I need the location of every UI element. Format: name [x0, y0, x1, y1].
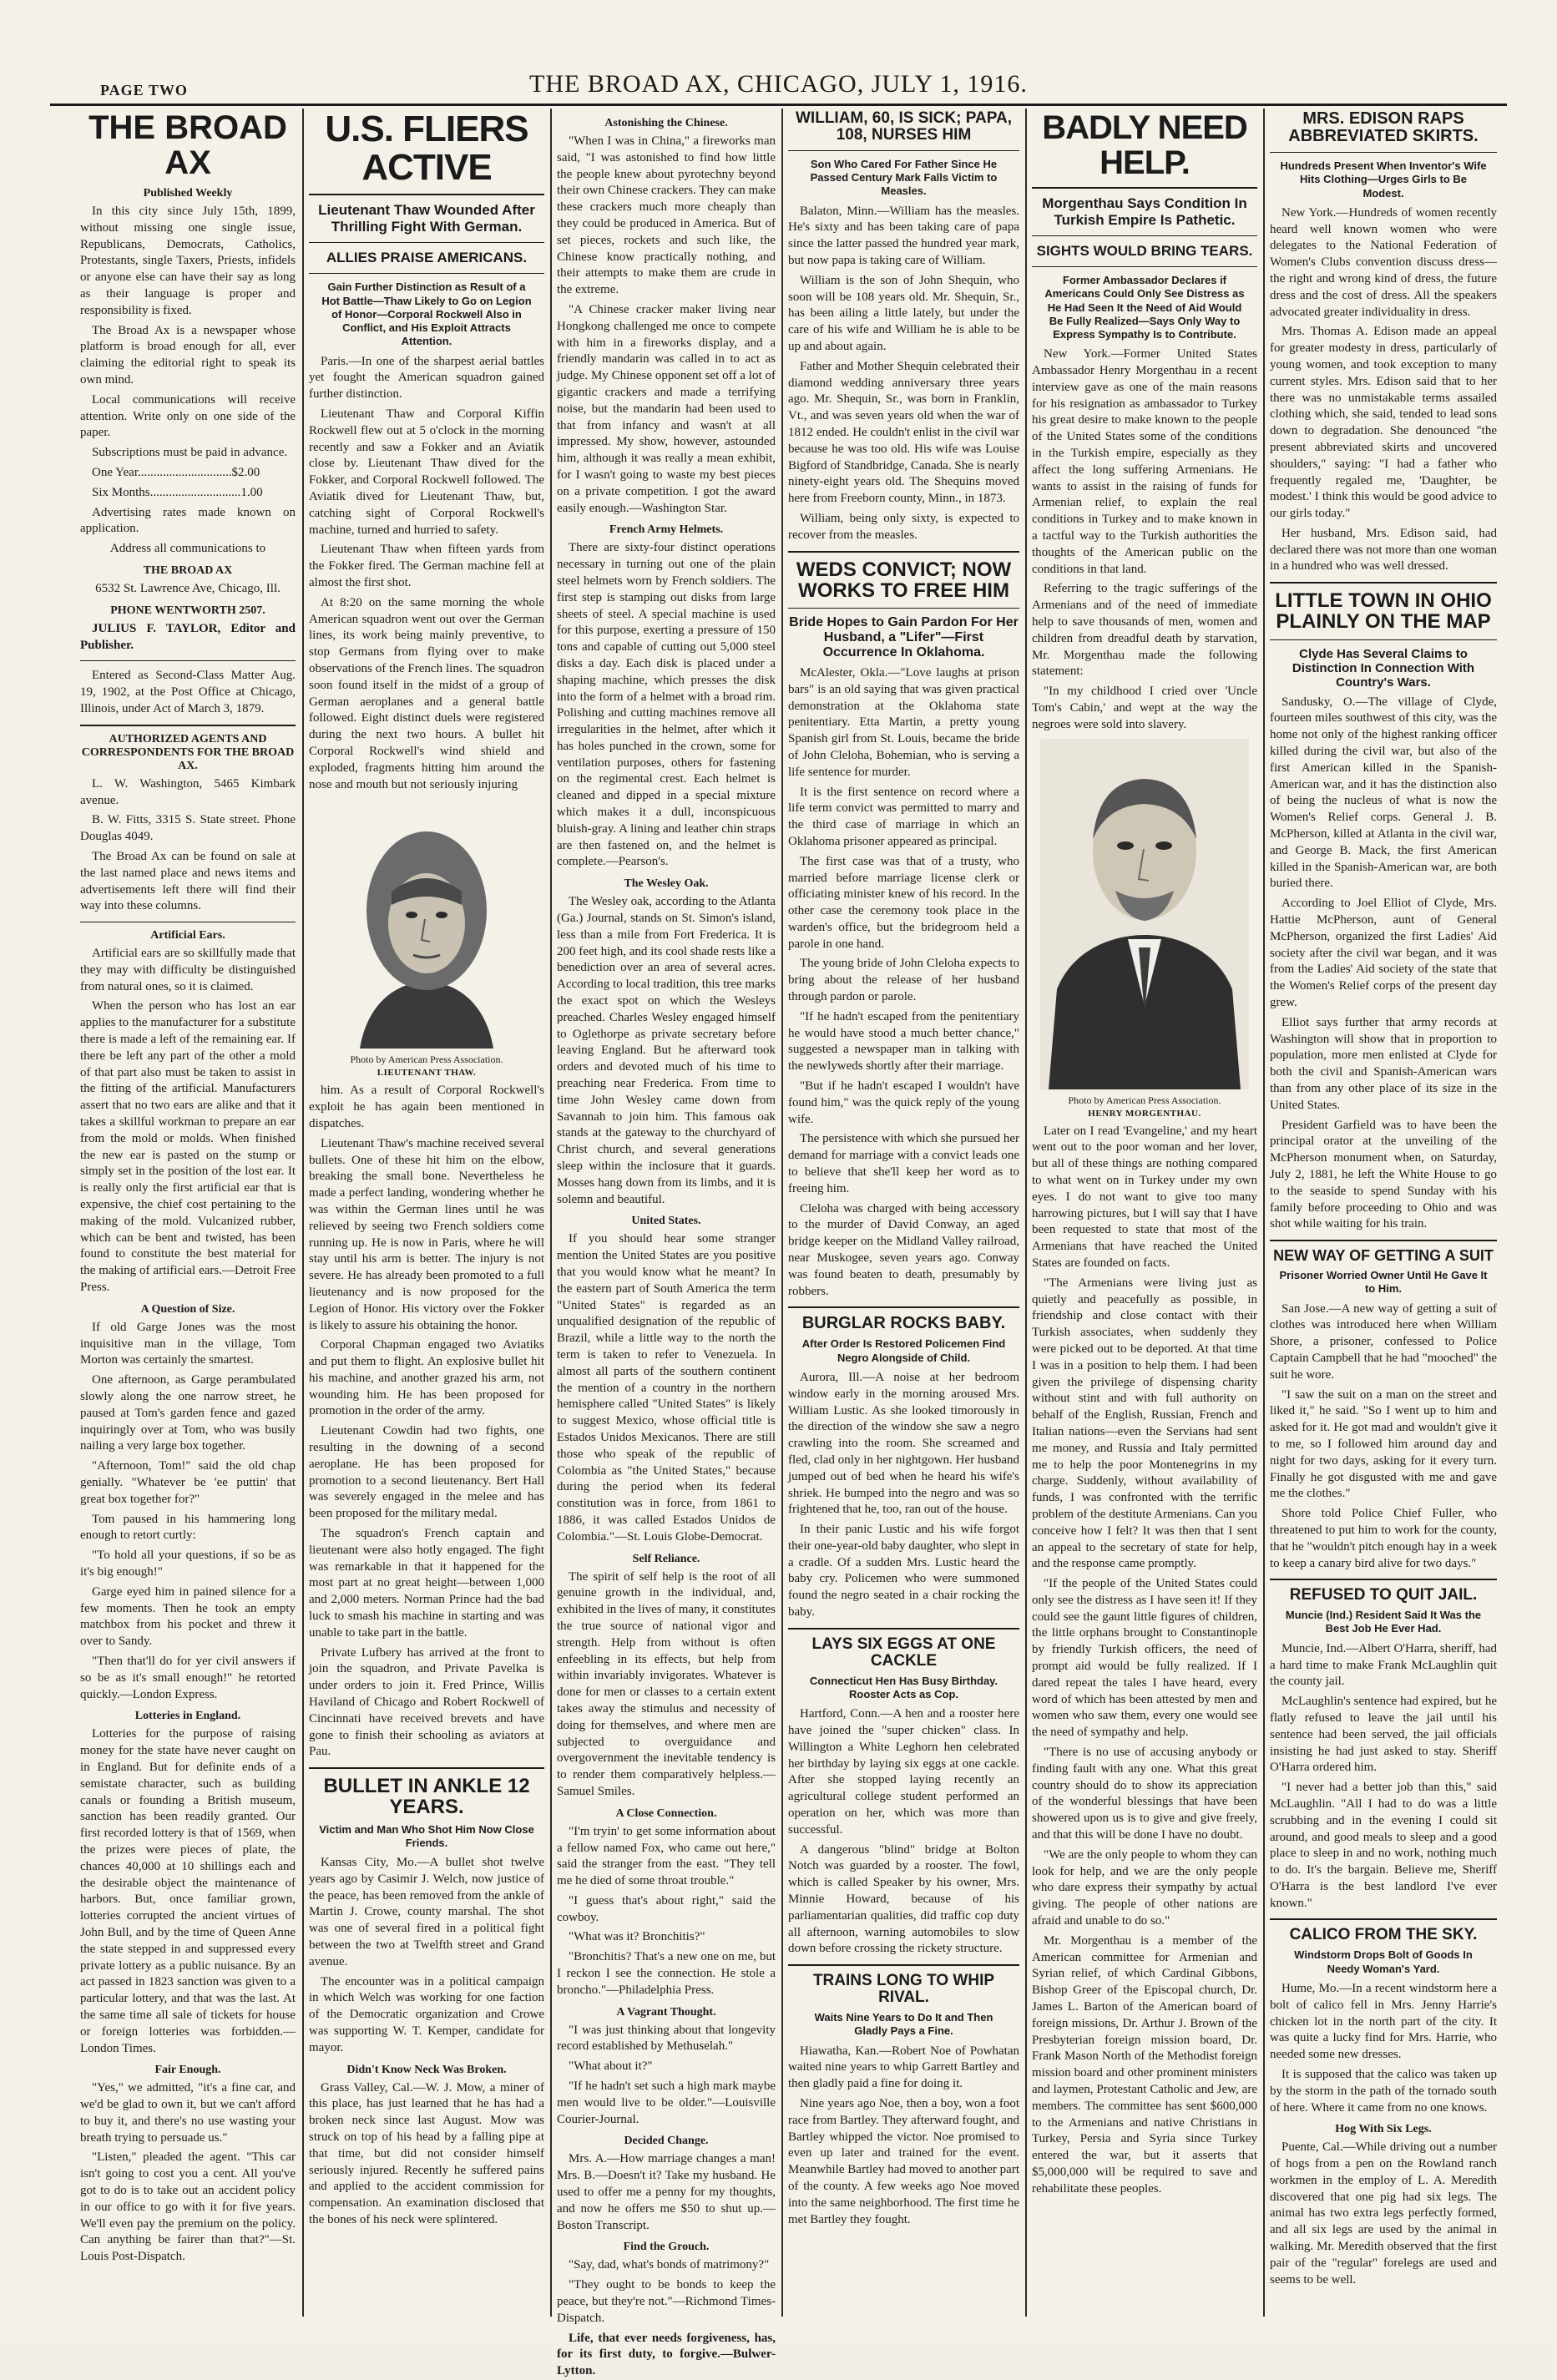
headline: MRS. EDISON RAPS ABBREVIATED SKIRTS.	[1288, 109, 1479, 145]
deck: Victim and Man Who Shot Him Now Close Friends.	[319, 1822, 534, 1849]
paragraph: Lotteries for the purpose of raising money for the state have never caught on in England. But for definite ends of a semistate character, such as building canals or founding a British museum, sanction has been readily granted. Our first recorded lottery is that of 1569, when the prizes were pieces of plate, the chances 40,000 at 10 shillings each and the desirable object the maintenance of harbors. But, once familiar grown, lotteries corrupted the ancient virtues of John Bull, and by the time of Queen Anne the state stepped in and suppressed every private lottery as a public nuisance. By an act passed in 1823 sanction was given to a particular lottery, and that was the last. At the same time all sale of tickets for house or foreign lotteries was forbidden.—London Times.	[80, 1727, 296, 2055]
deck: Morgenthau Says Condition In Turkish Empire Is Pathetic.	[1042, 195, 1247, 228]
paragraph: It is supposed that the calico was taken up by the storm in the path of the tornado south of here. Where it came from no one knows.	[1270, 2067, 1497, 2115]
paragraph: Puente, Cal.—While driving out a number of hogs from a pen on the Rowland ranch workmen in the employ of L. A. Meredith discovered that one pig had six legs. The animal has two extra legs perfectly formed, and all six legs are used by the animal in walking. Mr. Meredith observed that the first pair of the "regular" forelegs are used and seems to be well.	[1270, 2140, 1497, 2287]
column-rule	[1263, 109, 1265, 2317]
paragraph: The encounter was in a political campaign in which Welch was working for one faction of the Democratic organization and Crowe was supporting W. T. Kemper, candidate for mayor.	[309, 1974, 544, 2054]
advertising-note: Advertising rates made known on application.	[80, 505, 296, 536]
paragraph: "In my childhood I cried over 'Uncle Tom's Cabin,' and wept at the way the negroes were sold into slavery.	[1032, 685, 1257, 731]
paragraph: Artificial ears are so skillfully made that they may with difficulty be distinguished from natural ones, so it is claimed.	[80, 947, 296, 993]
headline: NEW WAY OF GETTING A SUIT	[1273, 1247, 1494, 1265]
article-title: French Army Helmets.	[609, 523, 724, 537]
divider	[1270, 152, 1497, 153]
paragraph: The persistence with which she pursued her demand for marriage with a convict leads one to believe that she'll keep her word as to freeing him.	[788, 1132, 1019, 1195]
paragraph: "Afternoon, Tom!" said the old chap genially. "Whatever be 'ee puttin' that great box together for?"	[80, 1459, 296, 1506]
paragraph: Hume, Mo.—In a recent windstorm here a bolt of calico fell in Mrs. Jenny Harrie's chicken lot in the north part of the city. It was quite a lucky find for Mrs. Harrie, who needed some new dresses.	[1270, 1981, 1497, 2062]
paragraph: Lieutenant Thaw when fifteen yards from the Fokker fired. The German machine fell at almost the first shot.	[309, 543, 544, 589]
photo-credit: Photo by American Press Association.	[350, 1054, 503, 1066]
portrait-thaw	[326, 798, 527, 1049]
paragraph: In their panic Lustic and his wife forgot their one-year-old baby daughter, who slept in a cradle. Of a sudden Mrs. Lustic heard the baby cry. Policemen who were summoned found the negro seated in a chair rocking the baby.	[788, 1523, 1019, 1620]
photo-credit: Photo by American Press Association.	[1068, 1094, 1221, 1106]
paragraph: "Bronchitis? That's a new one on me, but I reckon I see the connection. He stole a broncho."—Philadelphia Press.	[557, 1950, 776, 1997]
paragraph: McLaughlin's sentence had expired, but he flatly refused to leave the jail until his sentence had been served, the jail officials insisting he had just asked to stay. Sheriff O'Harra ordered him.	[1270, 1695, 1497, 1775]
paragraph: Grass Valley, Cal.—W. J. Mow, a miner of this place, has just learned that he has had a broken neck since last August. Mow was struck on top of his head by a falling pipe at that time, but did not consider himself seriously injured. Recently he suffered pains and applied to the accident commission for compensation. An examination disclosed that the bones of his neck were splintered.	[309, 2080, 544, 2227]
deck: Hundreds Present When Inventor's Wife Hits Clothing—Urges Girls to Be Modest.	[1280, 159, 1487, 200]
headline: BADLY NEED HELP.	[1042, 109, 1247, 181]
paragraph: Father and Mother Shequin celebrated their diamond wedding anniversary three years ago. Mr. Shequin, Sr., was born in Franklin, Vt., and was seven years old when the war of 1812 ended. He couldn't enlist in the civil war because he was too old. His wife was Louise Bigford of Standbridge, Canada. She is nearly ninety-eight years old. The Shequins moved here from Freeborn county, Minn., in 1873.	[788, 359, 1019, 506]
deck: Waits Nine Years to Do It and Then Gladly Pays a Fine.	[814, 2011, 993, 2038]
paragraph: Balaton, Minn.—William has the measles. He's sixty and has been taking care of papa since the latter passed the hundred year mark, but now papa is taking care of William.	[788, 204, 1019, 268]
column-4	[788, 110, 1019, 2314]
divider	[1032, 187, 1257, 189]
paragraph: "I'm tryin' to get some information about a fellow named Fox, who came out here," said the stranger from the east. "They tell me he died of some throat trouble."	[557, 1824, 776, 1888]
paragraph: Shore told Police Chief Fuller, who threatened to put him to work for the county, that he "wouldn't pitch enough hay in a week to keep a canary bird alive for two days."	[1270, 1507, 1497, 1570]
paragraph: When the person who has lost an ear applies to the manufacturer for a substitute there is made a left of the remaining ear. If there be left any part of the other a mold of that part also must be taken to assist in the fitting of the artificial. Manufacturers assert that no two ears are alike and that it takes a skillful workman to prepare an ear from the mold or molds. When finished the new ear is pasted on the stump or simply set in the position of the lost ear. It is really only the first artificial ear that is expensive, the chief cost pertaining to the making of the mold. Vulcanized rubber, which can be bent and twisted, has been found to constitute the best material for the making of artificial ears.—Detroit Free Press.	[80, 999, 296, 1295]
paragraph: Nine years ago Noe, then a boy, won a foot race from Bartley. They afterward fought, and Bartley whipped the victor. Noe promised to even up later and trained for the event. Meanwhile Bartley had moved to another part of the county. A few weeks ago Noe moved into the same neighborhood. The first time he met Bartley they fought.	[788, 2096, 1019, 2226]
divider	[1032, 266, 1257, 267]
paragraph: The Wesley oak, according to the Atlanta (Ga.) Journal, stands on St. Simon's island, less than a mile from Fort Frederica. It is 200 feet high, and its cool shade rests like a benediction over an area of several acres. According to local tradition, this tree marks the exact spot on which the Wesleys preached. Charles Wesley engaged himself to Oglethorpe as private secretary before leaving England. But he afterward took orders and devoted much of his time to preaching near Frederica. From time to time John Wesley came down from Savannah to join him. This famous oak stands at the gateway to the churchyard of Christ church, and several generations sleep within the inclosure that it guards. Mosses hang down from its limbs, and it is solemn and beautiful.	[557, 895, 776, 1206]
address-label: Address all communications to	[109, 542, 266, 556]
paper-subtitle: Published Weekly	[143, 187, 233, 200]
headline: TRAINS LONG TO WHIP RIVAL.	[812, 1972, 995, 2007]
deck: ALLIES PRAISE AMERICANS.	[326, 250, 528, 266]
headline: CALICO FROM THE SKY.	[1289, 1926, 1478, 1944]
paragraph: Hiawatha, Kan.—Robert Noe of Powhatan waited nine years to whip Garrett Bartley and then gladly paid a fine for doing it.	[788, 2044, 1019, 2091]
paragraph: Tom paused in his hammering long enough to retort curtly:	[80, 1512, 296, 1543]
paragraph: Later on I read 'Evangeline,' and my heart went out to the poor woman and her lover, but all of these things are nothing compared to what went on in Turkey under my own eyes. I do not want to give too many harrowing pictures, but I will say that I have been requested to state that most of the Armenians that have reached the United States are founded on facts.	[1032, 1124, 1257, 1270]
paragraph: Hartford, Conn.—A hen and a rooster here have joined the "super chicken" class. In Willington a White Leghorn hen celebrated her birthday by laying six eggs at one cackle. After she stopped laying recently an agricultural college student performed an operation on her, which was more than successful.	[788, 1707, 1019, 1837]
deck: Connecticut Hen Has Busy Birthday. Rooster Acts as Cop.	[809, 1674, 998, 1700]
divider	[788, 1306, 1019, 1308]
deck: Muncie (Ind.) Resident Said It Was the Best Job He Ever Had.	[1285, 1609, 1482, 1635]
headline: U.S. FLIERS ACTIVE	[325, 109, 528, 189]
article-title: Find the Grouch.	[623, 2241, 710, 2254]
address: 6532 St. Lawrence Ave, Chicago, Ill.	[95, 581, 281, 595]
paragraph: "They ought to be bonds to keep the peace, but they're not."—Richmond Times-Dispatch.	[557, 2278, 776, 2325]
paragraph: "A Chinese cracker maker living near Hongkong challenged me once to compete with him in a fireworks display, and a friendly mandarin was called in to act as judge. My Chinese opponent set off a lot of gigantic crackers and made a terrifying noise, but the mandarin had been used to that from infancy and wasn't at all impressed. My show, however, astounded him, although it was really a mean exhibit, for I wasn't going to waste my best pieces on a private competition. I got the award easily enough.—Washington Star.	[557, 302, 776, 515]
page-label: PAGE TWO	[100, 82, 188, 99]
divider	[309, 242, 544, 243]
paragraph: The spirit of self help is the root of all genuine growth in the individual, and, exhibited in the lives of many, it constitutes the true source of national vigor and strength. Help from without is often enfeebling in its effects, but help from within invariably invigorates. Whatever is done for men or classes to a certain extent takes away the stimulus and necessity of doing for themselves, and where men are subjected to overguidance and overgovernment the inevitable tendency is to render them comparatively helpless.—Samuel Smiles.	[557, 1569, 776, 1798]
price-six-months: Six Months.............................1.00	[92, 485, 263, 499]
photo-caption: LIEUTENANT THAW.	[377, 1068, 477, 1079]
divider	[788, 551, 1019, 553]
column-rule	[550, 109, 552, 2317]
paragraph: President Garfield was to have been the principal orator at the unveiling of the McPherson monument when, on Saturday, July 2, 1881, he left the White House to go to the seaside to spend Sunday with his family before proceeding to Ohio and was shot while waiting for his train.	[1270, 1118, 1497, 1231]
article-title: The Wesley Oak.	[624, 877, 709, 891]
paragraph: Mrs. A.—How marriage changes a man! Mrs. B.—Doesn't it? Take my husband. He used to offer me a penny for my thoughts, and now he offers me $50 to shut up.—Boston Transcript.	[557, 2152, 776, 2232]
column-1	[80, 110, 296, 2314]
paragraph: Garge eyed him in pained silence for a few moments. Then he took an empty matchbox from his pocket and threw it over to Sandy.	[80, 1584, 296, 1649]
headline: LITTLE TOWN IN OHIO PLAINLY ON THE MAP	[1275, 589, 1492, 634]
column-5	[1032, 110, 1257, 2314]
deck: Windstorm Drops Bolt of Goods In Needy Woman's Yard.	[1294, 1948, 1473, 1975]
paragraph: William, being only sixty, is expected to recover from the measles.	[788, 511, 1019, 542]
paragraph: Referring to the tragic sufferings of the Armenians and of the need of immediate help to save thousands of men, women and children from dreadful death by starvation, Mr. Morgenthau made the following statement:	[1032, 582, 1257, 679]
paragraph: "I saw the suit on a man on the street and liked it," he said. "So I went up to him and asked for it. He got mad and wouldn't give it to me, so I followed him around day and night for two days, asking for it every turn. Finally he got disgusted with me and gave me the clothes."	[1270, 1387, 1497, 1501]
paragraph: "Say, dad, what's bonds of matrimony?"	[569, 2258, 770, 2272]
paragraph: Lieutenant Thaw and Corporal Kiffin Rockwell flew out at 5 o'clock in the morning recently and saw a Fokker and an Aviatik close by. Lieutenant Thaw dived for the Fokker, and Corporal Rockwell followed. The Aviatik dived for Lieutenant Thaw, but, catching sight of Corporal Rockwell's machine, turned and hurried to safety.	[309, 407, 544, 537]
paragraph: "If he hadn't escaped from the penitentiary he would have stood a much better chance," suggested a newspaper man in talking with the newlyweds shortly after their marriage.	[788, 1009, 1019, 1074]
column-2	[309, 110, 544, 2314]
headline: WEDS CONVICT; NOW WORKS TO FREE HIM	[796, 558, 1012, 602]
deck: SIGHTS WOULD BRING TEARS.	[1036, 243, 1253, 259]
intro: In this city since July 15th, 1899, without missing one single issue, Republicans, Democrats, Catholics, Protestants, single Taxers, Priests, infidels or anyone else can have their say as long as their language is proper and responsibility is fixed.	[80, 205, 296, 317]
paragraph: "What about it?"	[569, 2059, 653, 2074]
agents-title: AUTHORIZED AGENTS AND CORRESPONDENTS FOR THE BROAD AX.	[81, 732, 295, 772]
paragraph: The young bride of John Cleloha expects to bring about the release of her husband through pardon or parole.	[788, 957, 1019, 1004]
editor: JULIUS F. TAYLOR, Editor and Publisher.	[80, 621, 296, 652]
paragraph: "There is no use of accusing anybody or finding fault with any one. What this great country should do to show its appreciation of the wonderful blessings that have been showered upon us is to give and give freely, and that this will be done I have no doubt.	[1032, 1746, 1257, 1842]
agent: B. W. Fitts, 3315 S. State street. Phone Douglas 4049.	[80, 813, 296, 844]
paragraph: "When I was in China," a fireworks man said, "I was astonished to find how little the people knew about pyrotechny beyond their own Chinese crackers. They can make these crackers much more cheaply than they could be produced in America. But of set pieces, rockets and such like, the Chinese know practically nothing, and their attempts to make them are crude in the extreme.	[557, 134, 776, 297]
paragraph: One afternoon, as Garge perambulated slowly along the one narrow street, he paused at Tom's garden fence and gazed inquiringly over at Tom, who was busily nailing a very large box together.	[80, 1373, 296, 1453]
subdeck: Former Ambassador Declares if Americans Could Only See Distress as He Had Seen It the Need of Aid Would Be Fully Realized—Says Only Way to Express Sympathy Is to Contribute.	[1044, 274, 1245, 341]
article-title: A Question of Size.	[140, 1302, 235, 1316]
column-3	[557, 110, 776, 2378]
divider	[1270, 1918, 1497, 1920]
divider	[80, 660, 296, 661]
paragraph: Muncie, Ind.—Albert O'Harra, sheriff, had a hard time to make Frank McLaughlin quit the county jail.	[1270, 1641, 1497, 1689]
paragraph: At 8:20 on the same morning the whole American squadron went out over the German lines, its work being mainly preventive, to stop Germans from flying over to make observations of the French lines. The squadron soon found itself in the midst of a group of German aeroplanes and a general battle followed. Eight distinct duels were registered during the next two hours. A bullet hit Corporal Rockwell's wind shield and exploded, fragments hitting him around the nose and mouth but not seriously injuring	[309, 595, 544, 791]
paragraph: "If he hadn't set such a high mark maybe men would live to be older."—Louisville Courier-Journal.	[557, 2079, 776, 2126]
paragraph: "But if he hadn't escaped I wouldn't have found him," was the quick reply of the young wife.	[788, 1079, 1019, 1126]
portrait-morgenthau	[1040, 739, 1249, 1089]
divider	[788, 150, 1019, 151]
paragraph: "Then that'll do for yer civil answers if so be as it's small enough!" he retorted quickly.—London Express.	[80, 1654, 296, 1701]
paragraph: Kansas City, Mo.—A bullet shot twelve years ago by Casimir J. Welch, now justice of the peace, has been removed from the ankle of Martin J. Crowe, county marshal. The shot was one of several fired in a political fight between the two at Twelfth street and Grand avenue.	[309, 1856, 544, 1968]
article-title: Lotteries in England.	[134, 1710, 241, 1723]
paragraph: If old Garge Jones was the most inquisitive man in the village, Tom Morton was certainly the smartest.	[80, 1320, 296, 1367]
paragraph: Lieutenant Thaw's machine received several bullets. One of these hit him on the elbow, breaking the small bone. Nevertheless he made a perfect landing, wondering whether he was within the German lines until he was relieved by seeing two French soldiers come running up. He is now in Paris, where he will stay until his arm is better. The injury is not severe. He has already been promoted to a full lieutenancy and is now proposed for the Legion of Honor. His victory over the Fokker is likely to assure his obtaining the honor.	[309, 1136, 544, 1332]
deck: Bride Hopes to Gain Pardon For Her Husband, a "Lifer"—First Occurrence In Oklahoma.	[789, 614, 1019, 659]
paragraph: Elliot says further that army records at Washington will show that in proportion to population, more men enlisted at Clyde for both the civil and Spanish-American wars than from any other place of its size in the United States.	[1270, 1015, 1497, 1112]
divider	[1270, 582, 1497, 584]
masthead	[0, 0, 1557, 100]
entered-note: Entered as Second-Class Matter Aug. 19, 1902, at the Post Office at Chicago, Illinois, under Act of March 3, 1879.	[80, 669, 296, 715]
paragraph: The squadron's French captain and lieutenant were also hotly engaged. The fight was remarkable in that it happened for the most part at no great height—between 1,000 and 2,000 meters. Norman Prince had the bad luck to smash his machine in starting and was unable to take part in the battle.	[309, 1527, 544, 1640]
paragraph: "To hold all your questions, if so be as it's big enough!"	[80, 1549, 296, 1579]
headline: REFUSED TO QUIT JAIL.	[1289, 1586, 1478, 1604]
deck: Son Who Cared For Father Since He Passed Century Mark Falls Victim to Measles.	[810, 157, 998, 198]
column-rule	[302, 109, 304, 2317]
closing-quote: Life, that ever needs forgiveness, has, for its first duty, to forgive.—Bulwer-Lytton.	[557, 2331, 776, 2378]
divider	[788, 608, 1019, 609]
paragraph: The first case was that of a trusty, who married before marriage license clerk or officiating minister knew of his record. In the other case the ceremony took place in the warden's office, but the bridegroom held a parole in one hand.	[788, 854, 1019, 951]
article-title: Decided Change.	[624, 2135, 709, 2148]
paragraph: Private Lufbery has arrived at the front to join the squadron, and Private Pavelka is under orders to join it. Fred Prince, Willis Haviland of Chicago and Robert Rockwell of Cincinnati have received brevets and have gone to finish their schooling as aviators at Pau.	[309, 1645, 544, 1759]
deck: Prisoner Worried Owner Until He Gave It to Him.	[1279, 1269, 1488, 1296]
paragraph: Mr. Morgenthau is a member of the American committee for Armenian and Syrian relief, of which Cardinal Gibbons, Bishop Greer of the Episcopal church, Dr. James L. Barton of the American board of foreign missions, Dr. Arthur J. Brown of the Presbyterian foreign mission board, Dr. Frank Mason North of the Methodist foreign mission board and other prominent ministers and laymen, Protestant Catholic and Jew, are members. The committee has sent $600,000 to the Armenians and native Christians in Turkey, Persia and Syria since Turkey entered the war, but it asserts that $5,000,000 will be required to save and rehabilitate these peoples.	[1032, 1933, 1257, 2196]
agent: L. W. Washington, 5465 Kimbark avenue.	[80, 776, 296, 807]
subdeck: Gain Further Distinction as Result of a Hot Battle—Thaw Likely to Go on Legion of Honor—Corporal Rockwell Also in Conflict, and His Exploit Attracts Attention.	[321, 280, 532, 348]
divider	[1270, 1579, 1497, 1580]
phone: PHONE WENTWORTH 2507.	[110, 604, 265, 617]
paragraph: It is the first sentence on record where a life term convict was permitted to marry and the third case of marriage in which an Oklahoma prisoner appeared as principal.	[788, 785, 1019, 848]
headline: LAYS SIX EGGS AT ONE CACKLE	[811, 1635, 996, 1670]
paragraph: "What was it? Bronchitis?"	[569, 1930, 705, 1944]
deck: Lieutenant Thaw Wounded After Thrilling Fight With German.	[318, 202, 535, 235]
price-one-year: One Year..............................$2.00	[92, 465, 260, 479]
paragraph: If you should hear some stranger mention the United States are you positive that you would know what he meant? In the eastern part of South America the term "United States" is regarded as an unqualified designation of the republic of Brazil, while a little way to the north the term is taken to refer to Venezuela. In almost all parts of the southern continent the mention of a country in the northern hemisphere called "United States" is likely to suggest Mexico, whose official title is Estados Unidos Mexicanos. There are still those who speak of the republic of Colombia as "the United States," because during the period when its federal constitution was in force, from 1861 to 1886, it was called Estados Unidos de Colombia."—St. Louis Globe-Democrat.	[557, 1232, 776, 1544]
article-title: United States.	[631, 1215, 701, 1228]
divider	[1270, 1240, 1497, 1241]
article-title: Astonishing the Chinese.	[604, 117, 728, 129]
local-note: Local communications will receive attention. Write only on one side of the paper.	[80, 392, 296, 440]
paragraph: Her husband, Mrs. Edison said, had declared there was not more than one woman in a hundred who was well dressed.	[1270, 526, 1497, 574]
paragraph: "Listen," pleaded the agent. "This car isn't going to cost you a cent. All you've got to do is to take out an accident policy in our office to go with it for five years. We'll even pay the premium on the policy. Can anything be fairer than that?"—St. Louis Post-Dispatch.	[80, 2150, 296, 2264]
divider	[788, 1964, 1019, 1966]
paragraph: Cleloha was charged with being accessory to the murder of David Conway, an aged bridge keeper on the Midland Valley railroad, near Muskogee, seven years ago. Conway was found beaten to death, presumably by robbers.	[788, 1201, 1019, 1298]
paragraph: "I guess that's about right," said the cowboy.	[557, 1893, 776, 1924]
paragraph: A dangerous "blind" bridge at Bolton Notch was guarded by a rooster. The fowl, which is called Speaker by his owner, Mrs. Minnie Howard, because of his parliamentarian qualities, did traffic cop duty all afternoon, warning automobiles to slow down before crossing the rickety structure.	[788, 1842, 1019, 1956]
dateline: THE BROAD AX, CHICAGO, JULY 1, 1916.	[529, 70, 1028, 98]
column-6	[1270, 110, 1497, 2314]
agents-note: The Broad Ax can be found on sale at the last named place and news items and advertisements left there will find their way into these columns.	[80, 849, 296, 913]
paragraph: "I was just thinking about that longevity record established by Methuselah."	[557, 2023, 776, 2054]
headline: WILLIAM, 60, IS SICK; PAPA, 108, NURSES HIM	[796, 109, 1012, 144]
headline: BURGLAR ROCKS BABY.	[801, 1314, 1006, 1333]
photo-caption: HENRY MORGENTHAU.	[1088, 1108, 1201, 1119]
subscriptions-title: Subscriptions must be paid in advance.	[92, 446, 288, 460]
headline: BULLET IN ANKLE 12 YEARS.	[323, 1775, 530, 1819]
paragraph: McAlester, Okla.—"Love laughs at prison bars" is an old saying that was given practical demonstration at the Oklahoma state penitentiary. Etta Martin, a pretty young Spanish girl from St. Louis, became the bride of John Cleloha, Bohemian, who is serving a life sentence for murder.	[788, 665, 1019, 779]
divider	[788, 1628, 1019, 1630]
divider	[1270, 639, 1497, 640]
article-title: A Close Connection.	[615, 1806, 717, 1820]
article-title: A Vagrant Thought.	[616, 2005, 716, 2019]
paragraph: Corporal Chapman engaged two Aviatiks and put them to flight. An explosive bullet hit his machine, and another grazed his arm, not wounding him. He has been proposed for promotion in the order of the army.	[309, 1338, 544, 1418]
paragraph: Lieutenant Cowdin had two fights, one resulting in the downing of a second aeroplane. He has been proposed for promotion to a second lieutenancy. Bert Hall was severely engaged in the melee and has been proposed for the military medal.	[309, 1424, 544, 1521]
paragraph: San Jose.—A new way of getting a suit of clothes was introduced here when William Shore, a prisoner, confessed to Police Captain Campbell that he had "mooched" the suit he wore.	[1270, 1301, 1497, 1382]
divider	[309, 194, 544, 195]
top-rule	[50, 104, 1507, 106]
paragraph: Sandusky, O.—The village of Clyde, fourteen miles southwest of this city, was the home not only of the highest ranking officer killed during the civil war, but also of the first American killed in the Spanish-American war, and it has the distinction also of being the nucleus of what is now the Women's Relief corps. General J. B. McPherson, killed at Atlanta in the civil war, and George B. Mack, the first American killed in the Spanish-American war, are both buried there.	[1270, 695, 1497, 891]
paragraph: William is the son of John Shequin, who soon will be 108 years old. Mr. Shequin, Sr., has been ailing a little lately, but under the care of his wife and William he is able to be up and about again.	[788, 273, 1019, 353]
divider	[80, 725, 296, 726]
paragraph: Aurora, Ill.—A noise at her bedroom window early in the morning aroused Mrs. William Lustic. As she looked timorously in the direction of the window she saw a negro crawling into the room. She screamed and fled, clad only in her nightgown. Her husband jumped out of bed when he heard his wife's shriek. He bumped into the negro and was so frightened that he, too, ran out of the house.	[788, 1370, 1019, 1517]
paragraph: According to Joel Elliot of Clyde, Mrs. Hattie McPherson, aunt of General McPherson, organized the first Ladies' Aid society after the civil war began, and it was from the Ladies' Aid society of the state that the Women's Relief corps of the present day grew.	[1270, 897, 1497, 1009]
divider	[1032, 235, 1257, 236]
paragraph: Mrs. Thomas A. Edison made an appeal for greater modesty in dress, particularly of young women, and took exception to many current styles. Mrs. Edison said that to her there was no unmistakable terms assailed clothing which, she said, tended to lead sons down to degradation. She denounced "the present abbreviated skirts and uncovered shoulders," saying: "I had a father who frequently regaled me, 'Daughter, be modest.' I think this would be good advice to our girls today."	[1270, 325, 1497, 521]
paragraph: New York.—Former United States Ambassador Henry Morgenthau in a recent interview gave as one of the main reasons for his resignation as ambassador to Turkey his great desire to make known to the people of the United States some of the conditions in the Turkish empire, especially as they affect the long suffering Armenians. He wants to assist in the raising of funds for Armenian relief, to explain the real conditions in Turkey and to make known in a tactful way to the Turkish authorities the thoughts of the American public on the conditions in that land.	[1032, 347, 1257, 576]
paragraph: Paris.—In one of the sharpest aerial battles yet fought the American squadron gained further distinction.	[309, 354, 544, 402]
paragraph: "Yes," we admitted, "it's a fine car, and we'd be glad to own it, but we can't afford to buy it, and there's no use wasting your breath trying to persuade us."	[80, 2081, 296, 2145]
deck: Clyde Has Several Claims to Distinction In Connection With Country's Wars.	[1292, 646, 1475, 690]
paragraph: New York.—Hundreds of women recently heard well known women who were delegates to the National Federation of Women's Clubs convention discuss dress—the right and wrong kind of dress, the future dress and the cost of dress. All the speakers advocated greater individuality in dress.	[1270, 205, 1497, 319]
column-rule	[1025, 109, 1027, 2317]
paragraph: There are sixty-four distinct operations necessary in turning out one of the plain steel helmets worn by French soldiers. The first step is stamping out disks from large sheets of steel. A special machine is used for this purpose, exerting a pressure of 150 tons and capable of cutting out 5,000 steel disks a day. Each disk is placed under a shaping machine, which presses the disk into the form of a helmet with a broad rim. Polishing and cutting machines remove all irregularities in the helmet, after which it has holes punched in the crown, some for ventilation purposes, others for fastening on the regimental crest. Each helmet is cleaned and dipped in a special mixture which makes it a dull, inconspicuous bluish-gray. A lining and leather chin straps are then fastened on, and the helmet is complete.—Pearson's.	[557, 541, 776, 869]
platform-note: The Broad Ax is a newspaper whose platform is broad enough for all, ever claiming the editorial right to speak its own mind.	[80, 323, 296, 387]
deck: After Order Is Restored Policemen Find Negro Alongside of Child.	[801, 1337, 1006, 1364]
address-name: THE BROAD AX	[143, 563, 233, 577]
divider	[309, 273, 544, 274]
paragraph: "I never had a better job than this," said McLaughlin. "All I had to do was a little scrubbing and in the evening I could sit around, and good meals to sleep and a good place to sleep in and no work, nothing much to do. It's the bargain. Believe me, Sheriff O'Harra is the best landlord I've ever known."	[1270, 1781, 1497, 1910]
column-rule	[781, 109, 783, 2317]
paragraph: "The Armenians were living just as quietly and peacefully as possible, in friendship and close contact with their Turkish associates, when suddenly they were picked out to be deported. At that time I was in a position to help them. I had been given the privilege of dispensing charity without stint and with full authority on behalf of the English, Russian, French and Italian nations—even the Servians had sent me money, and Russia and Italy permitted me to help the poor Montenegrins in my charge. Suddenly, without availability of funds, I was confronted with the terrific problem of the destitute Armenians. Can you conceive how I felt? It was then that I sent an appeal to the secretary of state for help, and the response came promptly.	[1032, 1276, 1257, 1571]
article-title: Fair Enough.	[154, 2064, 221, 2077]
divider	[309, 1767, 544, 1769]
paragraph: "We are the only people to whom they can look for help, and we are the only people who dare express their sympathy by actual giving. The people of other nations are afraid and unable to do so."	[1032, 1847, 1257, 1928]
paragraph: "If the people of the United States could only see the distress as I have seen it! If they could see the gaunt little figures of children, the little orphans brought to Constantinople by friendly Turkish officers, the need of prompt aid would be fully realized. If I dared repeat the tales I have heard, every word of which has been attested by men and women who saw them, every one would see the need of sympathy and help.	[1032, 1577, 1257, 1740]
article-title: Self Reliance.	[632, 1552, 700, 1565]
paper-title: THE BROAD AX	[88, 109, 287, 181]
article-title: Artificial Ears.	[150, 929, 225, 942]
article-title: Didn't Know Neck Was Broken.	[346, 2063, 507, 2076]
article-title: Hog With Six Legs.	[1335, 2123, 1432, 2136]
paragraph: him. As a result of Corporal Rockwell's exploit he has again been mentioned in dispatches.	[309, 1084, 544, 1130]
